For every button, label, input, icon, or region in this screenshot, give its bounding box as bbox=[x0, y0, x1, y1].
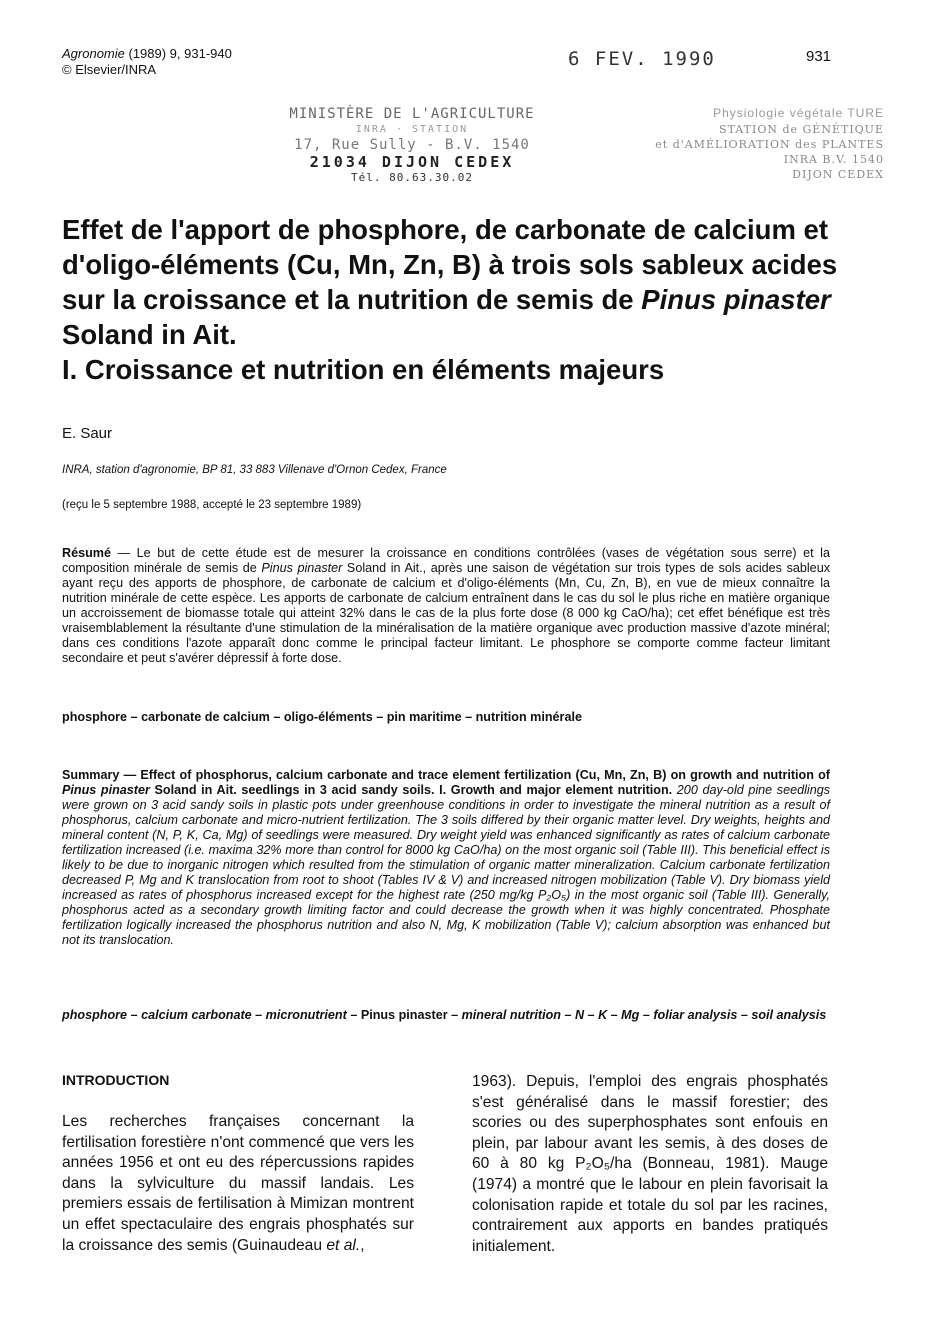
abstract-label: Résumé bbox=[62, 546, 111, 560]
page-number: 931 bbox=[806, 48, 832, 65]
publisher: © Elsevier/INRA bbox=[62, 62, 157, 77]
keywords-en-part: – mineral nutrition – N – K – Mg – foliar analysis – soil analysis bbox=[447, 1008, 827, 1022]
summary-species: Pinus pinaster bbox=[62, 783, 150, 797]
stamp-label: Physiologie végétale bbox=[713, 106, 844, 120]
journal-citation: (1989) 9, 931-940 bbox=[124, 46, 232, 61]
stamp-line: 17, Rue Sully - B.V. 1540 bbox=[294, 137, 530, 153]
summary-lead: Soland in Ait. seedlings in 3 acid sandy soils. I. Growth and major element nutrition. bbox=[149, 783, 673, 797]
abstract-text: Soland in Ait., après une saison de végétation sur trois types de sols acides sableux ayant reçu des apports de phosphore, de carbonate de calcium et d'oligo-éléments (Mn, Cu, Zn, B), en vue de mieux connaître la nutrition minérale de cette espèce. Les apports de carbonate de calcium entraînent dans le cas du sol le plus riche en matière organique un accroissement de biomasse totale qui atteint 32% dans le cas de la plus forte dose (8 000 kg CaO/ha); cet effet bénéfique est très vraisemblablement la résultante d'une stimulation de la minéralisation de la matière organique avec production massive d'azote minéral; dans ces conditions l'azote apparaît donc comme le principal facteur limitant. Le phosphore se comporte comme facteur limitant secondaire et peut s'avérer dépressif à forte dose. bbox=[62, 561, 830, 665]
abstract-species: Pinus pinaster bbox=[261, 561, 343, 575]
title-part: Effet de l'apport de phosphore, de carbonate de calcium et d'oligo-éléments (Cu, Mn, Zn, B) à trois sols sableux acides sur la croissance et la nutrition de semis de bbox=[62, 214, 838, 315]
abstract-text: — Le but de cette étude est de mesurer la croissance en conditions contrôlées (vases de végétation sous serre) et la composition minérale de semis de bbox=[62, 546, 830, 575]
title-subtitle: I. Croissance et nutrition en éléments majeurs bbox=[62, 354, 665, 385]
stamp-line: INRA B.V. 1540 bbox=[783, 153, 884, 166]
date-stamp: 6 FEV. 1990 bbox=[568, 48, 716, 70]
stamp-line: et d'AMÉLIORATION des PLANTES bbox=[655, 138, 884, 151]
summary-text: 200 day-old pine seedlings were grown on 3 acid sandy soils in plastic pots under greenhouse conditions in order to investigate the mineral nutrition as a result of phosphorus, calcium carbonate and micro-nutrient fertilization. The 3 soils differed by their organic matter level. Dry weights, heights and mineral content (N, P, K, Ca, Mg) of seedlings were measured. Dry weight yield was enhanced significantly as rates of calcium carbonate fertilization increased (i.e. maxima 32% more than control for 8000 kg CaO/ha) on the most organic soil (Table III). This beneficial effect is likely to be due to inorganic nitrogen which resulted from the stimulation of organic matter mineralization. Calcium carbonate fertilization decreased P, Mg and K translocation from root to shoot (Tables IV & V) and increased nitrogen mobilization (Table V). Dry biomass yield increased as rates of phosphorus increased except for the highest rate (250 mg/kg P₂O₅) in the most organic soil (Table III). Generally, phosphorus acted as a secondary growth limiting factor and could decrease the growth when it was highly concentrated. Phosphate fertilization logically increased the phosphorus nutrition and also N, Mg, K mobilization (Table V); calcium absorption was enhanced but not its translocation. bbox=[62, 783, 831, 947]
intro-right-column: 1963). Depuis, l'emploi des engrais phosphatés s'est généralisé dans le massif forestier; des scories ou des superphosphates sont enfouis en plein, par labour avant les semis, à des doses de 60 à 80 kg P₂O₅/ha (Bonneau, 1981). Mauge (1974) a montré que le labour en plein favorisait la colonisation rapide et totale du sol par les racines, contrairement aux apports en bandes pratiqués initialement. bbox=[472, 1073, 828, 1255]
keywords-en bbox=[62, 1008, 830, 1023]
intro-left-column bbox=[62, 1112, 414, 1256]
title-species: Pinus pinaster bbox=[641, 284, 831, 315]
journal-name: Agronomie bbox=[62, 46, 125, 61]
article-title bbox=[62, 212, 842, 387]
section-heading: INTRODUCTION bbox=[62, 1072, 170, 1088]
stamp-line: DIJON CEDEX bbox=[792, 168, 884, 181]
journal-header bbox=[62, 46, 232, 78]
title-part: Soland in Ait. bbox=[62, 319, 237, 350]
affiliation: INRA, station d'agronomie, BP 81, 33 883 Villenave d'Ornon Cedex, France bbox=[62, 464, 447, 476]
stamp-line: INRA · STATION bbox=[355, 124, 469, 135]
stamp-suffix: TURE bbox=[847, 106, 884, 120]
intro-text: , bbox=[360, 1236, 365, 1254]
stamp-line: MINISTÈRE DE L'AGRICULTURE bbox=[289, 106, 535, 122]
genetics-stamp bbox=[624, 104, 884, 181]
keywords-fr: phosphore – carbonate de calcium – oligo-éléments – pin maritime – nutrition minérale bbox=[62, 710, 582, 724]
author: E. Saur bbox=[62, 425, 113, 442]
stamp-line: 21034 DIJON CEDEX bbox=[309, 153, 515, 171]
intro-etal: et al. bbox=[326, 1236, 361, 1254]
ministry-stamp bbox=[272, 106, 552, 184]
stamp-line: STATION de GÉNÉTIQUE bbox=[719, 123, 884, 136]
intro-text: Les recherches françaises concernant la fertilisation forestière n'ont commencé que vers les années 1956 et ont eu des répercussions rapides dans la sylviculture du massif landais. Les premiers essais de fertilisation à Mimizan montrent un effet spectaculaire des engrais phosphatés sur la croissance des semis (Guinaudeau bbox=[62, 1113, 414, 1254]
stamp-line: Tél. 80.63.30.02 bbox=[351, 171, 473, 184]
received-dates: (reçu le 5 septembre 1988, accepté le 23 septembre 1989) bbox=[62, 499, 362, 511]
abstract-fr bbox=[62, 546, 830, 666]
summary-lead: Summary — Effect of phosphorus, calcium carbonate and trace element fertilization (Cu, Mn, Zn, B) on growth and nutrition of bbox=[62, 768, 830, 782]
keywords-en-species: Pinus pinaster bbox=[360, 1008, 448, 1022]
keywords-en-part: phosphore – calcium carbonate – micronutrient – bbox=[62, 1008, 361, 1022]
abstract-en bbox=[62, 768, 830, 948]
